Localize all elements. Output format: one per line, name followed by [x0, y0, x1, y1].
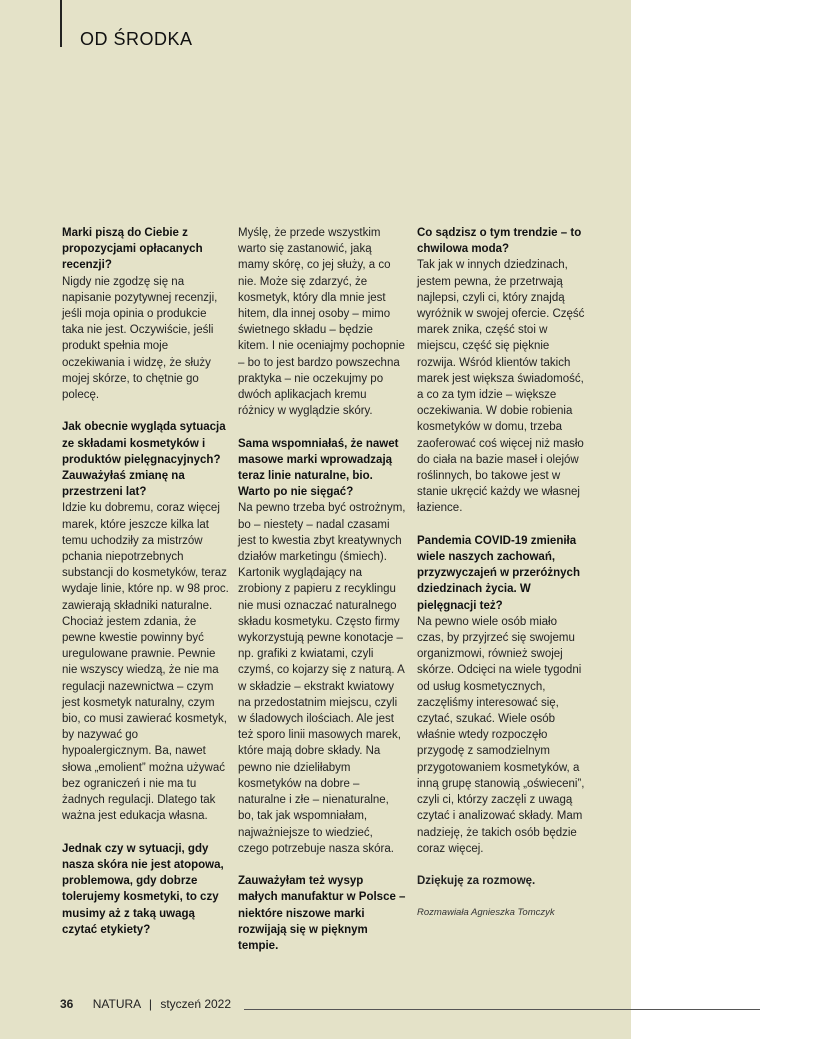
qa-block [417, 225, 587, 517]
section-title: OD ŚRODKA [80, 29, 193, 49]
question: Pandemia COVID-19 zmieniła wiele naszych zachowań, przyzwyczajeń w przeróżnych dziedzinach życia. W pielęgnacji też? [417, 534, 580, 612]
column-1 [62, 225, 230, 954]
question: Marki piszą do Ciebie z propozycjami opłacanych recenzji? [62, 227, 203, 272]
question: Co sądzisz o tym trendzie – to chwilowa moda? [417, 227, 582, 256]
question: Jednak czy w sytuacji, gdy nasza skóra nie jest atopowa, problemowa, gdy dobrze tolerujemy kosmetyki, to czy musimy aż z taką uwagą czytać etykiety? [62, 842, 224, 936]
issue-date: styczeń 2022 [160, 997, 232, 1011]
magazine-name: NATURA [92, 997, 141, 1011]
author-credit: Rozmawiała Agnieszka Tomczyk [417, 907, 555, 919]
qa-block [238, 873, 406, 954]
answer: Idzie ku dobremu, coraz więcej marek, które jeszcze kilka lat temu uchodziły za mistrzów pchania niepotrzebnych substancji do kosmetyków, teraz wydaje linie, które np. w 98 proc. zawierają składniki naturalne. Chociaż jestem zdania, że pewne kwestie powinny być uregulowane prawnie. Pewnie nie wszyscy wiedzą, że nie ma regulacji nazewnictwa – czym jest kosmetyk naturalny, czym bio, co musi zawierać kosmetyk, by nazywać go hypoalergicznym. Ba, nawet słowa „emolient” można używać bez ograniczeń i nie ma tu żadnych regulacji. Dlatego tak ważna jest edukacja własna. [62, 502, 229, 823]
question: Jak obecnie wygląda sytuacja ze składami kosmetyków i produktów pielęgnacyjnych? Zauważyłaś zmianę na przestrzeni lat? [62, 421, 226, 499]
answer: Nigdy nie zgodzę się na napisanie pozytywnej recenzji, jeśli moja opinia o produkcie taka nie jest. Oczywiście, jeśli produkt spełnia moje oczekiwania i widzę, że służy mojej skórze, to chętnie go polecę. [62, 275, 218, 402]
qa-block [62, 841, 230, 938]
column-3 [417, 225, 587, 922]
closing-line: Dziękuję za rozmowę. [417, 875, 536, 888]
column-2 [238, 225, 406, 970]
qa-block [238, 225, 406, 419]
qa-block [238, 436, 406, 857]
qa-block [62, 419, 230, 824]
qa-block [62, 225, 230, 403]
answer: Na pewno trzeba być ostrożnym, bo – niestety – nadal czasami jest to kwestia zbyt kreatywnych działów marketingu (śmiech). Kartonik wyglądający na zrobiony z papieru z recyklingu nie musi oznaczać naturalnego składu kosmetyku. Często firmy wykorzystują pewne konotacje – np. grafiki z kwiatami, czyli czymś, co kojarzy się z naturą. A w składzie – ekstrakt kwiatowy na przedostatnim miejscu, czyli w śladowych ilościach. Ale jest też sporo linii masowych marek, które mają dobre składy. Na pewno nie dzieliłabym kosmetyków na dobre – naturalne i złe – nienaturalne, bo, tak jak wspomniałam, najważniejsze to wiedzieć, czego potrzebuje nasza skóra. [238, 502, 406, 855]
answer: Tak jak w innych dziedzinach, jestem pewna, że przetrwają najlepsi, czyli ci, który znajdą wyróżnik w swojej ofercie. Część marek znika, część stoi w miejscu, część się pięknie rozwija. Wśród klientów takich marek jest większa świadomość, a co za tym idzie – większe oczekiwania. W dobie robienia kosmetyków w domu, trzeba zaoferować coś więcej niż masło do ciała na bazie maseł i olejów roślinnych, bo takowe jest w stanie ukręcić każdy we własnej łazience. [417, 259, 585, 515]
answer: Na pewno wiele osób miało czas, by przyjrzeć się swojemu organizmowi, również swojej skórze. Odcięci na wiele tygodni od usług kosmetycznych, zaczęliśmy interesować się, czytać, szukać. Wiele osób właśnie wtedy rozpoczęło przygodę z samodzielnym przygotowaniem kosmetyków, a inną grupę stanowią „oświeceni”, czyli ci, którzy zaczęli z uwagą czytać i analizować składy. Mam nadzieję, że takich osób będzie coraz więcej. [417, 615, 585, 855]
section-rule [60, 0, 62, 47]
qa-block [417, 533, 587, 857]
question: Sama wspomniałaś, że nawet masowe marki wprowadzają teraz linie naturalne, bio. Warto po nie sięgać? [238, 437, 399, 499]
page-number: 36 [60, 997, 74, 1011]
page-footer [60, 997, 231, 1011]
footer-separator: | [148, 997, 152, 1011]
footer-rule [244, 1009, 760, 1010]
answer: Myślę, że przede wszystkim warto się zastanowić, jaką mamy skórę, co jej służy, a co nie. Może się zdarzyć, że kosmetyk, który dla mnie jest hitem, dla innej osoby – mimo świetnego składu – będzie kitem. I nie oceniajmy pochopnie – bo to jest bardzo powszechna praktyka – nie oczekujmy po dwóch aplikacjach kremu różnicy w wyglądzie skóry. [238, 227, 405, 418]
question: Zauważyłam też wysyp małych manufaktur w Polsce – niektóre niszowe marki rozwijają się w pięknym tempie. [238, 875, 406, 952]
